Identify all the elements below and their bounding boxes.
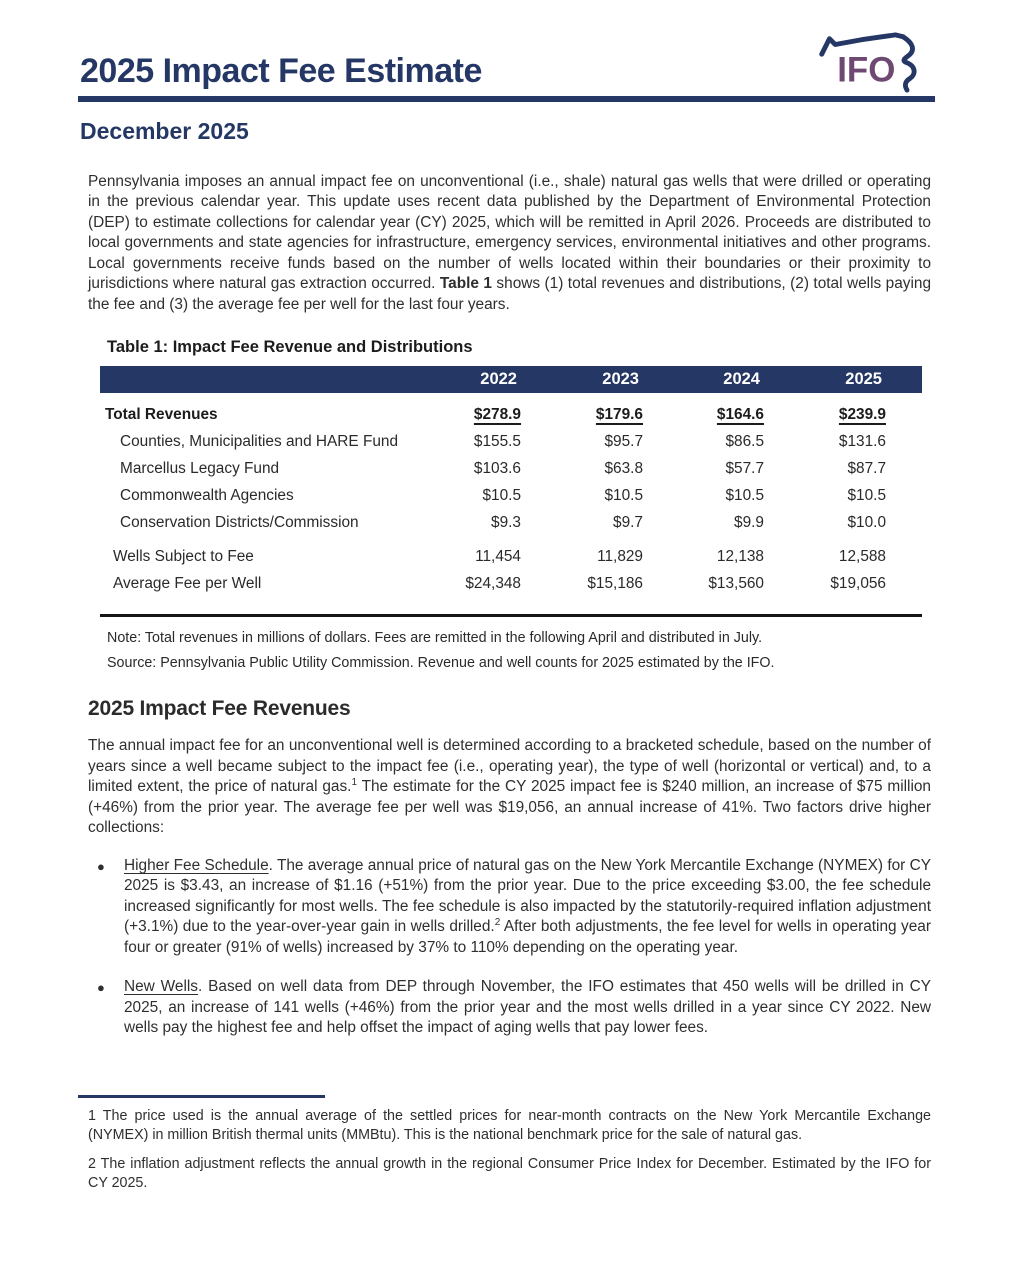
intro-paragraph xyxy=(88,172,931,315)
bullet-text xyxy=(124,856,931,958)
table-cell: $179.6 xyxy=(595,405,643,423)
page-title: 2025 Impact Fee Estimate xyxy=(80,52,482,91)
row-label: Marcellus Legacy Fund xyxy=(120,459,280,477)
footnote xyxy=(88,1155,931,1194)
table-cell: $10.5 xyxy=(725,486,764,504)
row-label: Total Revenues xyxy=(105,405,218,423)
bullet-icon: ● xyxy=(97,858,105,874)
footnote-ref-1: 1 xyxy=(351,777,358,789)
title-rule xyxy=(78,96,935,102)
row-label: Wells Subject to Fee xyxy=(113,547,254,565)
table-row xyxy=(100,482,922,509)
row-label: Commonwealth Agencies xyxy=(120,486,294,504)
table-cell: $57.7 xyxy=(725,459,764,477)
table-header-row xyxy=(100,366,922,393)
report-date: December 2025 xyxy=(80,118,249,144)
bullet-icon: ● xyxy=(97,980,105,996)
table-note: Note: Total revenues in millions of dollars. Fees are remitted in the following April and distributed in July. xyxy=(107,630,763,647)
table-cell: $9.3 xyxy=(491,513,521,531)
report-header xyxy=(80,0,935,94)
logo-text: IFO xyxy=(837,50,896,90)
table-cell: $95.7 xyxy=(604,432,643,450)
bullet-body: After both adjustments, the fee level for wells in operating year four or greater (91% of wells) increased by 37% to 110% depending on the operating year. xyxy=(124,918,931,956)
intro-text: Pennsylvania imposes an annual impact fee on unconventional (i.e., shale) natural gas wells that were drilled or operating in the previous calendar year. This update uses recent data published by the Department of Environmental Protection (DEP) to estimate collections for calendar year (CY) 2025, which will be remitted in April 2026. Proceeds are distributed to local governments and state agencies for infrastructure, emergency services, environmental initiatives and other programs. Local governments receive funds based on the number of wells located within their boundaries or their proximity to jurisdictions where natural gas extraction occurred. xyxy=(88,173,931,293)
footnote-text: The inflation adjustment reflects the annual growth in the regional Consumer Price Index for December. Estimated by the IFO for CY 2025. xyxy=(88,1155,931,1191)
table-row xyxy=(100,570,922,597)
impact-fee-table xyxy=(100,366,922,617)
bullet-item xyxy=(97,977,931,1038)
table-cell: $15,186 xyxy=(587,574,643,592)
bullet-item xyxy=(97,856,931,958)
table-row xyxy=(100,428,922,455)
table-source: Source: Pennsylvania Public Utility Commission. Revenue and well counts for 2025 estimated by the IFO. xyxy=(107,655,775,672)
table-cell: 11,454 xyxy=(475,547,521,565)
row-label: Average Fee per Well xyxy=(113,574,262,592)
table-cell: 11,829 xyxy=(597,547,643,565)
footnote-number: 2 xyxy=(88,1155,96,1172)
table-title: Table 1: Impact Fee Revenue and Distributions xyxy=(107,338,473,357)
table-cell: $10.5 xyxy=(482,486,521,504)
bullet-lead: Higher Fee Schedule xyxy=(124,856,269,874)
table-cell: 12,138 xyxy=(716,547,764,565)
footnote-text: The price used is the annual average of the settled prices for near-month contracts on the New York Mercantile Exchange (NYMEX) in million British thermal units (MMBtu). This is the national benchmark price for the sale of natural gas. xyxy=(88,1107,931,1144)
table-cell: $86.5 xyxy=(725,432,764,450)
table-row xyxy=(100,455,922,482)
table-cell: $87.7 xyxy=(847,459,886,477)
table-cell: $63.8 xyxy=(604,459,643,477)
bullet-lead: New Wells xyxy=(124,978,198,996)
table-cell: $24,348 xyxy=(465,574,521,592)
footnote-number: 1 xyxy=(88,1107,96,1124)
table-cell: $10.5 xyxy=(847,486,886,504)
table-cell: $278.9 xyxy=(473,405,521,423)
table-cell: $13,560 xyxy=(708,574,764,592)
table-cell: $9.7 xyxy=(613,513,643,531)
year-column-header: 2023 xyxy=(602,370,639,389)
footnote xyxy=(88,1107,931,1146)
bullet-body: . The average annual price of natural gas on the New York Mercantile Exchange (NYMEX) for CY 2025 is $3.43, an increase of $1.16 (+51%) from the prior year. Due to the price exceeding $3.00, the fee schedule increased significantly for most wells. The fee schedule is also impacted by the statutorily-required inflation adjustment (+3.1%) due to the year-over-year gain in wells drilled. xyxy=(124,856,931,936)
table-cell: $9.9 xyxy=(734,513,764,531)
table-row xyxy=(100,543,922,570)
row-label: Conservation Districts/Commission xyxy=(120,513,359,531)
table-cell: $131.6 xyxy=(838,432,886,450)
table-row xyxy=(100,401,922,428)
footnote-rule xyxy=(78,1095,325,1098)
table-cell: 12,588 xyxy=(838,547,886,565)
section-paragraph xyxy=(88,736,931,838)
section-text: The estimate for the CY 2025 impact fee is $240 million, an increase of $75 million (+46%) from the prior year. The average fee per well was $19,056, an annual increase of 41%. Two factors drive higher collections: xyxy=(88,778,931,837)
pennsylvania-outline-icon xyxy=(903,37,914,90)
table-cell: $10.0 xyxy=(847,513,886,531)
table-cell: $19,056 xyxy=(830,574,886,592)
table-cell: $10.5 xyxy=(604,486,643,504)
section-heading: 2025 Impact Fee Revenues xyxy=(88,697,351,721)
table-cell: $164.6 xyxy=(716,405,764,423)
section-text: The annual impact fee for an unconventional well is determined according to a bracketed schedule, based on the number of years since a well became subject to the impact fee (i.e., operating year), the type of well (horizontal or vertical) and, to a limited extent, the price of natural gas. xyxy=(88,737,931,796)
table-cell: $103.6 xyxy=(473,459,521,477)
table-1-reference: Table 1 xyxy=(439,275,492,293)
row-label: Counties, Municipalities and HARE Fund xyxy=(120,432,399,450)
intro-text: shows (1) total revenues and distributions, (2) total wells paying the fee and (3) the average fee per well for the last four years. xyxy=(88,275,932,313)
bullet-text xyxy=(124,977,931,1038)
footnote-ref-2: 2 xyxy=(494,917,501,929)
year-column-header: 2025 xyxy=(845,370,882,389)
ifo-logo xyxy=(817,30,935,94)
table-row xyxy=(100,509,922,536)
year-column-header: 2024 xyxy=(723,370,760,389)
table-cell: $155.5 xyxy=(473,432,521,450)
year-column-header: 2022 xyxy=(480,370,517,389)
table-cell: $239.9 xyxy=(838,405,886,423)
bullet-body: . Based on well data from DEP through November, the IFO estimates that 450 wells will be drilled in CY 2025, an increase of 141 wells (+46%) from the prior year and the most wells drilled in a year since CY 2022. New wells pay the highest fee and help offset the impact of aging wells that pay lower fees. xyxy=(124,978,931,1037)
bullet-list xyxy=(97,856,931,1039)
